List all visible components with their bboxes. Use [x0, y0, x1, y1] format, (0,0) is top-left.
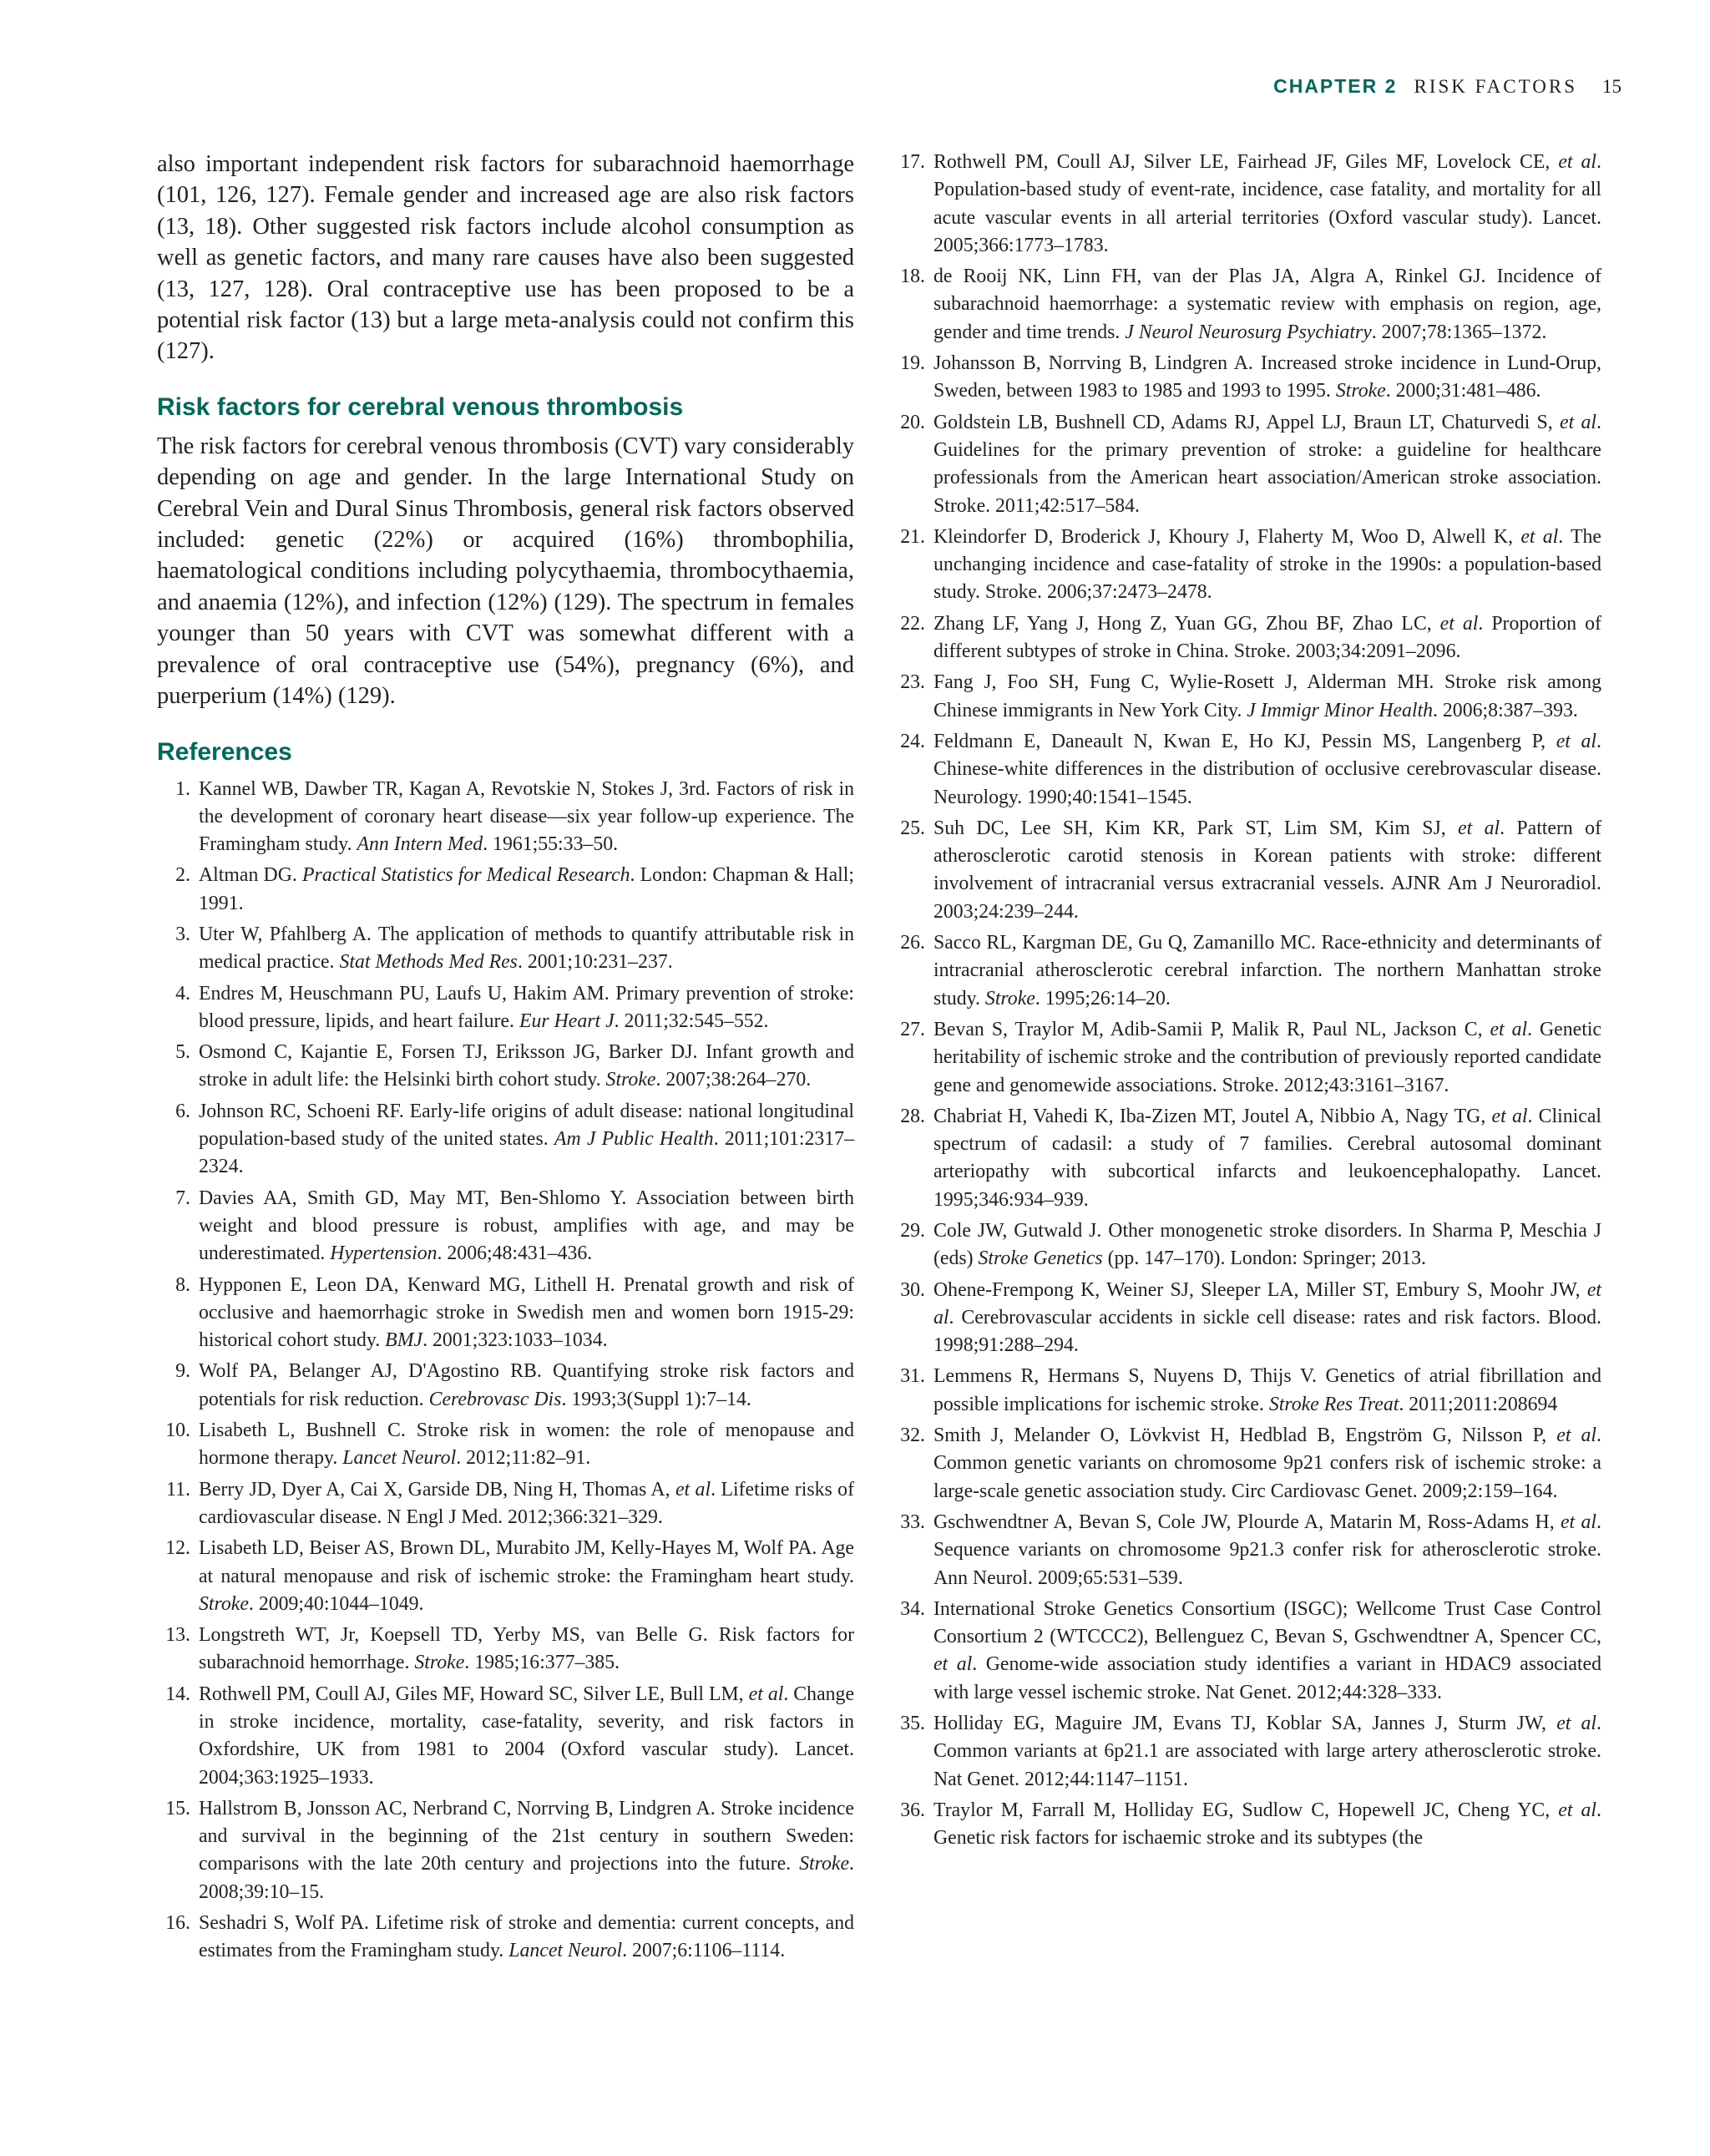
reference-number: 30.	[900, 1278, 925, 1301]
reference-italic: et al	[1520, 525, 1559, 548]
reference-item	[892, 929, 1601, 1013]
reference-text: Wolf PA, Belanger AJ, D'Agostino RB. Quantifying stroke risk factors and potentials for risk reduction.	[199, 1360, 854, 1410]
right-column	[892, 149, 1601, 1856]
reference-citation: . 2011;2011:208694	[1399, 1393, 1558, 1415]
reference-text: Endres M, Heuschmann PU, Laufs U, Hakim AM. Primary prevention of stroke: blood pressure, lipids, and heart failure.	[199, 982, 854, 1032]
reference-text: Lemmens R, Hermans S, Nuyens D, Thijs V. Genetics of atrial fibrillation and possible implications for ischemic stroke.	[933, 1365, 1601, 1415]
reference-number: 22.	[900, 612, 925, 635]
reference-citation: . London: Chapman & Hall; 1991.	[199, 864, 855, 914]
reference-item	[892, 1103, 1601, 1214]
reference-item	[892, 610, 1601, 666]
reference-italic: Stroke	[199, 1592, 249, 1615]
reference-citation: . Genome-wide association study identifies a variant in HDAC9 associated with large vessel ischemic stroke. Nat Genet. 2012;44:328–333.	[933, 1653, 1601, 1703]
reference-item	[157, 862, 854, 918]
reference-text: Fang J, Foo SH, Fung C, Wylie-Rosett J, Alderman MH. Stroke risk among Chinese immigrants in New York City.	[933, 671, 1601, 721]
reference-text: Uter W, Pfahlberg A. The application of methods to quantify attributable risk in medical practice.	[199, 923, 854, 974]
reference-citation: . Sequence variants on chromosome 9p21.3 confer risk for atherosclerotic stroke. Ann Neurol. 2009;65:531–539.	[933, 1511, 1601, 1589]
reference-citation: . Common variants at 6p21.1 are associated with large artery atherosclerotic stroke. Nat Genet. 2012;44:1147–1151.	[933, 1713, 1601, 1790]
reference-item	[892, 1596, 1601, 1707]
reference-number: 12.	[165, 1537, 190, 1560]
reference-citation: . 2007;6:1106–1114.	[622, 1940, 786, 1962]
reference-citation: . Change in stroke incidence, mortality, case-fatality, severity, and risk factors in Oxfordshire, UK from 1981 to 2004 (Oxford vascular study). Lancet. 2004;363:1925–1933.	[199, 1683, 855, 1789]
reference-italic: Lancet Neurol	[508, 1940, 623, 1962]
reference-text: Traylor M, Farrall M, Holliday EG, Sudlow C, Hopewell JC, Cheng YC,	[933, 1799, 1559, 1821]
reference-citation: . 2006;8:387–393.	[1433, 699, 1578, 721]
references-heading: References	[157, 737, 292, 766]
reference-item	[892, 728, 1601, 812]
reference-citation: . Population-based study of event-rate, incidence, case fatality, and mortality for all acute vascular events in all arterial territories (Oxford vascular study). Lancet. 2005;366:1773–1783.	[933, 151, 1601, 256]
reference-citation: . 2009;40:1044–1049.	[248, 1592, 424, 1615]
reference-text: Holliday EG, Maguire JM, Evans TJ, Koblar SA, Jannes J, Sturm JW,	[933, 1713, 1557, 1735]
reference-text: Berry JD, Dyer A, Cai X, Garside DB, Ning H, Thomas A,	[199, 1478, 675, 1501]
reference-item	[157, 1417, 854, 1473]
reference-citation: . 2006;48:431–436.	[437, 1242, 593, 1265]
reference-item	[157, 1358, 854, 1414]
reference-number: 16.	[165, 1912, 190, 1935]
cvt-heading: Risk factors for cerebral venous thrombosis	[157, 392, 684, 421]
reference-text: Lisabeth LD, Beiser AS, Brown DL, Murabito JM, Kelly-Hayes M, Wolf PA. Age at natural menopause and risk of ischemic stroke: the Framingham heart study.	[199, 1537, 854, 1587]
reference-item	[157, 1535, 854, 1618]
cvt-paragraph: The risk factors for cerebral venous thrombosis (CVT) vary considerably depending on age and gender. In the large International Study on Cerebral Vein and Dural Sinus Thrombosis, general risk factors observed included: genetic (22%) or acquired (16%) thrombophilia, haematological conditions including polycythaemia, thrombocythaemia, and anaemia (12%), and infection (12%) (129). The spectrum in females younger than 50 years with CVT was somewhat different with a prevalence of oral contraceptive use (54%), pregnancy (6%), and puerperium (14%) (129).	[157, 433, 854, 710]
reference-italic: et al	[1491, 1105, 1528, 1127]
reference-citation: . 1985;16:377–385.	[464, 1652, 620, 1674]
reference-italic: et al	[1558, 1799, 1597, 1821]
reference-text: Cole JW, Gutwald J. Other monogenetic stroke disorders. In Sharma P, Meschia J (eds)	[933, 1219, 1601, 1270]
chapter-label: CHAPTER 2	[1273, 75, 1398, 97]
reference-number: 3.	[175, 923, 190, 945]
reference-item	[892, 669, 1601, 725]
reference-number: 24.	[900, 730, 925, 752]
page-number: 15	[1602, 76, 1621, 97]
reference-item	[892, 1217, 1601, 1273]
reference-item	[892, 1016, 1601, 1100]
reference-italic: Am J Public Health	[554, 1128, 714, 1151]
reference-text: Johansson B, Norrving B, Lindgren A. Increased stroke incidence in Lund-Orup, Sweden, between 1983 to 1985 and 1993 to 1995.	[933, 352, 1601, 402]
reference-italic: Cerebrovasc Dis	[428, 1388, 562, 1410]
reference-italic: et al	[933, 1653, 973, 1676]
reference-italic: Stroke	[414, 1652, 465, 1674]
reference-number: 18.	[900, 266, 925, 288]
reference-text: Altman DG.	[199, 864, 303, 887]
reference-italic: Practical Statistics for Medical Research	[302, 864, 630, 887]
reference-text: Zhang LF, Yang J, Hong Z, Yuan GG, Zhou BF, Zhao LC,	[933, 612, 1440, 635]
reference-italic: et al	[1560, 411, 1597, 433]
reference-item	[892, 1363, 1601, 1419]
reference-citation: . 2008;39:10–15.	[199, 1853, 854, 1903]
reference-text: Rothwell PM, Coull AJ, Giles MF, Howard SC, Silver LE, Bull LM,	[199, 1683, 749, 1705]
reference-italic: Stroke	[799, 1853, 850, 1875]
reference-italic: et al	[1561, 1511, 1597, 1533]
reference-text: Suh DC, Lee SH, Kim KR, Park ST, Lim SM, Kim SJ,	[933, 817, 1459, 839]
reference-item	[157, 1098, 854, 1182]
running-head	[1273, 75, 1621, 98]
reference-number: 33.	[900, 1511, 925, 1533]
reference-item	[892, 263, 1601, 347]
reference-number: 10.	[165, 1420, 190, 1442]
reference-text: Hypponen E, Leon DA, Kenward MG, Lithell H. Prenatal growth and risk of occlusive and haemorrhagic stroke in Swedish men and women born 1915-29: historical cohort study.	[199, 1273, 854, 1352]
reference-item	[892, 1797, 1601, 1853]
reference-number: 26.	[900, 932, 925, 954]
reference-list-left	[157, 776, 854, 1966]
reference-item	[157, 776, 854, 859]
reference-text: Feldmann E, Daneault N, Kwan E, Ho KJ, Pessin MS, Langenberg P,	[933, 730, 1556, 752]
reference-italic: Stroke Res Treat	[1268, 1393, 1399, 1415]
reference-number: 23.	[900, 671, 925, 694]
reference-citation: . Guidelines for the primary prevention of stroke: a guideline for healthcare professionals from the American heart association/American stroke association. Stroke. 2011;42:517–584.	[933, 411, 1601, 517]
reference-text: Goldstein LB, Bushnell CD, Adams RJ, Appel LJ, Braun LT, Chaturvedi S,	[933, 411, 1561, 433]
reference-citation: . 2001;10:231–237.	[517, 951, 673, 974]
reference-citation: . Cerebrovascular accidents in sickle cell disease: rates and risk factors. Blood. 1998;91:288–294.	[933, 1306, 1601, 1357]
reference-italic: Stroke	[605, 1069, 656, 1091]
reference-item	[157, 1681, 854, 1792]
reference-item	[157, 980, 854, 1036]
reference-number: 1.	[175, 777, 190, 800]
reference-number: 35.	[900, 1713, 925, 1735]
reference-citation: . Chinese-white differences in the distribution of occlusive cerebrovascular disease. Neurology. 1990;40:1541–1545.	[933, 730, 1601, 808]
reference-citation: . Proportion of different subtypes of stroke in China. Stroke. 2003;34:2091–2096.	[933, 612, 1601, 663]
reference-text: Longstreth WT, Jr, Koepsell TD, Yerby MS, van Belle G. Risk factors for subarachnoid hemorrhage.	[199, 1624, 854, 1674]
reference-text: Gschwendtner A, Bevan S, Cole JW, Plourde A, Matarin M, Ross-Adams H,	[933, 1511, 1561, 1533]
reference-italic: Hypertension	[330, 1242, 438, 1265]
reference-citation: . 2011;32:545–552.	[614, 1010, 769, 1032]
reference-text: Smith J, Melander O, Lövkvist H, Hedblad B, Engström G, Nilsson P,	[933, 1425, 1557, 1447]
reference-number: 32.	[900, 1425, 925, 1447]
reference-number: 8.	[175, 1273, 190, 1296]
reference-number: 14.	[165, 1683, 190, 1705]
reference-citation: . Genetic heritability of ischemic stroke and the contribution of previously reported candidate gene and genomewide associations. Stroke. 2012;43:3161–3167.	[933, 1018, 1601, 1096]
reference-text: Osmond C, Kajantie E, Forsen TJ, Eriksson JG, Barker DJ. Infant growth and stroke in adult life: the Helsinki birth cohort study.	[199, 1041, 854, 1091]
reference-item	[892, 1710, 1601, 1794]
reference-number: 31.	[900, 1365, 925, 1388]
reference-text: International Stroke Genetics Consortium (ISGC); Wellcome Trust Case Control Consortium 2 (WTCCC2), Bellenguez C, Bevan S, Gschwendtner A, Spencer CC,	[933, 1597, 1601, 1648]
reference-item	[892, 1277, 1601, 1360]
reference-citation: . 2001;323:1033–1034.	[422, 1329, 608, 1352]
reference-number: 20.	[900, 411, 925, 433]
reference-citation: . The unchanging incidence and case-fatality of stroke in the 1990s: a population-based study. Stroke. 2006;37:2473–2478.	[933, 525, 1601, 604]
reference-italic: et al	[1458, 817, 1500, 839]
reference-italic: Stroke	[1335, 380, 1386, 402]
reference-number: 2.	[175, 864, 190, 887]
reference-text: Kannel WB, Dawber TR, Kagan A, Revotskie N, Stokes J, 3rd. Factors of risk in the development of coronary heart disease—six year follow-up experience. The Framingham study.	[199, 777, 854, 856]
reference-item	[157, 1910, 854, 1966]
reference-italic: et al	[1556, 1425, 1597, 1447]
reference-italic: et al	[1556, 1713, 1597, 1735]
reference-item	[892, 1422, 1601, 1506]
reference-citation: . 1995;26:14–20.	[1035, 987, 1171, 1010]
reference-item	[157, 1039, 854, 1095]
reference-citation: (pp. 147–170). London: Springer; 2013.	[1102, 1248, 1426, 1270]
reference-italic: et al	[1558, 151, 1597, 173]
reference-text: Lisabeth L, Bushnell C. Stroke risk in women: the role of menopause and hormone therapy.	[199, 1420, 854, 1470]
reference-italic: Stroke Genetics	[978, 1248, 1103, 1270]
reference-number: 6.	[175, 1100, 190, 1122]
reference-text: Kleindorfer D, Broderick J, Khoury J, Flaherty M, Woo D, Alwell K,	[933, 525, 1521, 548]
reference-number: 4.	[175, 982, 190, 1005]
reference-number: 21.	[900, 525, 925, 548]
reference-item	[157, 1272, 854, 1355]
reference-italic: et al	[1556, 730, 1597, 752]
reference-item	[157, 1476, 854, 1532]
reference-citation: . 2011;101:2317–2324.	[199, 1128, 854, 1178]
reference-number: 13.	[165, 1624, 190, 1647]
reference-number: 9.	[175, 1360, 190, 1383]
reference-citation: . Common genetic variants on chromosome 9p21 confers risk of ischemic stroke: a large-scale genetic association study. Circ Cardiovasc Genet. 2009;2:159–164.	[933, 1425, 1601, 1502]
reference-item	[892, 409, 1601, 520]
reference-item	[892, 1509, 1601, 1592]
reference-item	[892, 350, 1601, 406]
reference-italic: et al	[1490, 1018, 1528, 1040]
section-label: RISK FACTORS	[1414, 76, 1577, 97]
reference-italic: Stat Methods Med Res	[339, 951, 518, 974]
reference-number: 5.	[175, 1041, 190, 1064]
reference-number: 19.	[900, 352, 925, 375]
reference-italic: Lancet Neurol	[342, 1447, 457, 1470]
reference-number: 27.	[900, 1018, 925, 1040]
reference-item	[157, 1795, 854, 1906]
reference-italic: et al	[1439, 612, 1479, 635]
reference-citation: . 1961;55:33–50.	[483, 833, 619, 856]
reference-item	[892, 524, 1601, 607]
reference-text: Seshadri S, Wolf PA. Lifetime risk of stroke and dementia: current concepts, and estimates from the Framingham study.	[199, 1912, 854, 1962]
reference-text: Johnson RC, Schoeni RF. Early-life origins of adult disease: national longitudinal population-based study of the united states.	[199, 1100, 854, 1151]
reference-number: 11.	[166, 1478, 190, 1501]
reference-item	[892, 815, 1601, 926]
reference-citation: . Genetic risk factors for ischaemic stroke and its subtypes (the	[933, 1799, 1601, 1850]
reference-number: 7.	[175, 1187, 190, 1209]
reference-text: Rothwell PM, Coull AJ, Silver LE, Fairhead JF, Giles MF, Lovelock CE,	[933, 151, 1559, 173]
reference-item	[157, 921, 854, 977]
reference-italic: J Immigr Minor Health	[1247, 699, 1433, 721]
reference-text: Hallstrom B, Jonsson AC, Nerbrand C, Norrving B, Lindgren A. Stroke incidence and survival in the beginning of the 21st century in southern Sweden: comparisons with the late 20th century and projections into the future.	[199, 1797, 854, 1875]
reference-italic: Eur Heart J	[519, 1010, 615, 1032]
reference-citation: . 1993;3(Suppl 1):7–14.	[561, 1388, 751, 1410]
reference-citation: . Clinical spectrum of cadasil: a study of 7 families. Cerebral autosomal dominant arteriopathy with subcortical infarcts and leukoencephalopathy. Lancet. 1995;346:934–939.	[933, 1105, 1602, 1211]
reference-text: Bevan S, Traylor M, Adib-Samii P, Malik R, Paul NL, Jackson C,	[933, 1018, 1490, 1040]
reference-item	[892, 149, 1601, 260]
reference-italic: Stroke	[984, 987, 1035, 1010]
reference-item	[157, 1622, 854, 1678]
reference-number: 17.	[900, 151, 925, 173]
reference-text: Ohene-Frempong K, Weiner SJ, Sleeper LA, Miller ST, Embury S, Moohr JW,	[933, 1278, 1587, 1301]
left-column	[157, 149, 854, 1969]
reference-number: 25.	[900, 817, 925, 839]
reference-citation: . 2012;11:82–91.	[456, 1447, 591, 1470]
reference-italic: J Neurol Neurosurg Psychiatry	[1125, 321, 1372, 343]
reference-number: 34.	[900, 1597, 925, 1620]
reference-text: Chabriat H, Vahedi K, Iba-Zizen MT, Joutel A, Nibbio A, Nagy TG,	[933, 1105, 1492, 1127]
reference-italic: BMJ	[385, 1329, 423, 1352]
reference-text: Sacco RL, Kargman DE, Gu Q, Zamanillo MC. Race-ethnicity and determinants of intracranial atherosclerotic cerebral infarction. The northern Manhattan stroke study.	[933, 932, 1601, 1010]
reference-italic: Ann Intern Med	[357, 833, 483, 856]
reference-citation: . 2007;78:1365–1372.	[1371, 321, 1547, 343]
reference-citation: . Lifetime risks of cardiovascular disease. N Engl J Med. 2012;366:321–329.	[199, 1478, 854, 1528]
reference-italic: et al	[933, 1278, 1601, 1329]
reference-citation: . 2000;31:481–486.	[1385, 380, 1541, 402]
reference-text: Davies AA, Smith GD, May MT, Ben-Shlomo Y. Association between birth weight and blood pressure is robust, amplifies with age, and may be underestimated.	[199, 1187, 854, 1265]
reference-number: 36.	[900, 1799, 925, 1821]
reference-italic: et al	[675, 1478, 711, 1501]
reference-number: 29.	[900, 1219, 925, 1242]
reference-citation: . Pattern of atherosclerotic carotid stenosis in Korean patients with stroke: different involvement of intracranial versus extracranial vessels. AJNR Am J Neuroradiol. 2003;24:239–244.	[933, 817, 1601, 923]
intro-paragraph: also important independent risk factors for subarachnoid haemorrhage (101, 126, 127). Female gender and increased age are also risk factors (13, 18). Other suggested risk factors include alcohol consumption as well as genetic factors, and many rare causes have also been suggested (13, 127, 128). Oral contraceptive use has been proposed to be a potential risk factor (13) but a large meta-analysis could not confirm this (127).	[157, 151, 854, 365]
reference-list-right	[892, 149, 1601, 1853]
reference-citation: . 2007;38:264–270.	[655, 1069, 812, 1091]
reference-text: de Rooij NK, Linn FH, van der Plas JA, Algra A, Rinkel GJ. Incidence of subarachnoid haemorrhage: a systematic review with emphasis on region, age, gender and time trends.	[933, 266, 1601, 343]
reference-number: 28.	[900, 1105, 925, 1127]
reference-number: 15.	[165, 1797, 190, 1819]
reference-item	[157, 1185, 854, 1268]
reference-italic: et al	[748, 1683, 784, 1705]
